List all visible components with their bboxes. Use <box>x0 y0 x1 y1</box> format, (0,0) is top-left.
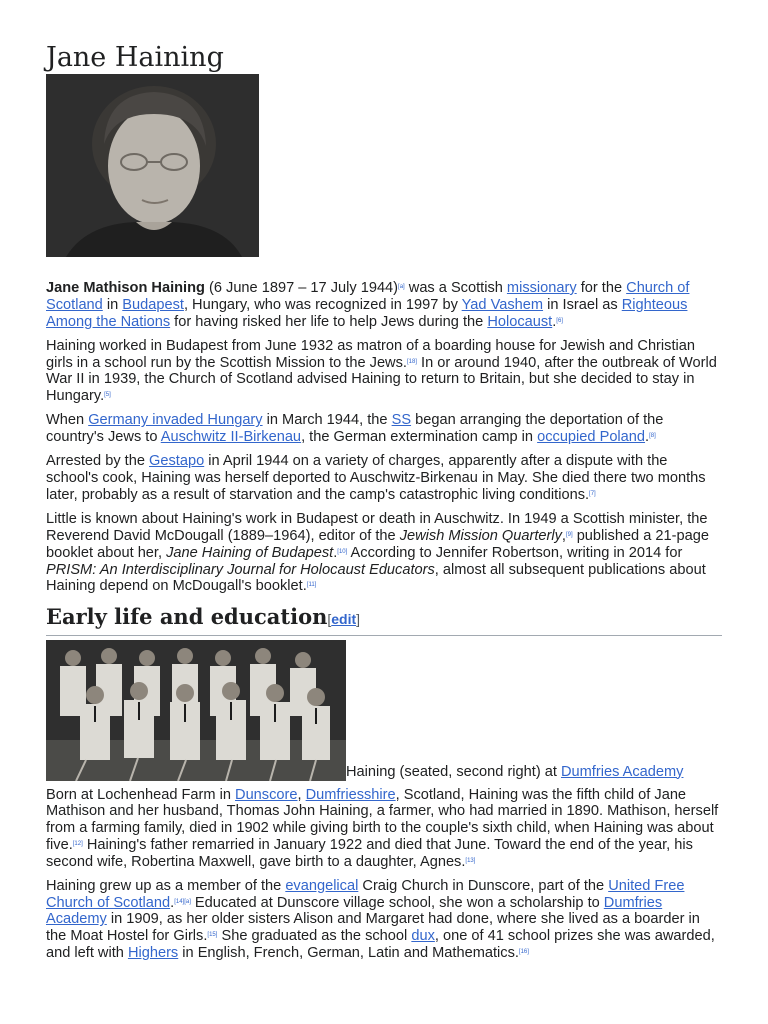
text: in English, French, German, Latin and Mathematics. <box>178 945 519 962</box>
text: . <box>333 544 338 561</box>
text: . <box>552 313 557 330</box>
team-photo[interactable] <box>46 640 346 781</box>
text: Arrested by the <box>46 453 150 470</box>
link-dumfries-academy[interactable]: Dumfries Academy <box>46 894 663 928</box>
citation-ref[interactable]: [8] <box>649 433 656 440</box>
text: She graduated as the school <box>217 928 412 945</box>
text: began arranging the deportation of the country's Jews to <box>46 412 664 446</box>
article <box>46 40 722 969</box>
group-photo-image <box>46 640 346 781</box>
citation-ref[interactable]: [6] <box>556 317 563 324</box>
intro-paragraph-2 <box>46 338 722 405</box>
text: Educated at Dunscore village school, she won a scholarship to <box>190 894 604 911</box>
section-paragraph-2 <box>46 878 722 962</box>
link-holocaust[interactable]: Holocaust <box>487 313 553 330</box>
bracket: ] <box>356 610 361 627</box>
citation-ref[interactable]: [5] <box>104 392 111 399</box>
link-dunscore[interactable]: Dunscore <box>235 786 298 803</box>
publication-title: Jewish Mission Quarterly <box>399 527 562 544</box>
text: According to Jennifer Robertson, writing in 2014 for <box>347 544 683 561</box>
link-gestapo[interactable]: Gestapo <box>149 453 205 470</box>
link-occupied-poland[interactable]: occupied Poland <box>537 429 646 446</box>
link-evangelical[interactable]: evangelical <box>285 877 359 894</box>
text: , <box>297 786 306 803</box>
portrait-photo[interactable] <box>46 74 259 257</box>
citation-ref[interactable]: [10] <box>337 548 348 555</box>
text: in Israel as <box>543 296 622 313</box>
citation-ref[interactable]: [18] <box>406 358 417 365</box>
portrait-image <box>46 74 259 257</box>
text: Haining grew up as a member of the <box>46 877 286 894</box>
citation-ref[interactable]: [14][a] <box>174 898 191 905</box>
intro-paragraph-5 <box>46 511 722 595</box>
link-church-of-scotland[interactable]: Church of Scotland <box>46 280 690 313</box>
text: Haining worked in Budapest from June 1932 as matron of a boarding house for Jewish and Christian girls in a school run by the Scottish Mission to the Jews. <box>46 337 695 371</box>
text: for the <box>576 280 627 296</box>
link-budapest[interactable]: Budapest <box>122 296 184 313</box>
link-auschwitz-birkenau[interactable]: Auschwitz II-Birkenau <box>160 429 302 446</box>
text: Haining's father remarried in January 1922 and died that June. Toward the end of the year, his second wife, Robertina Maxwell, gave birth to a daughter, Agnes. <box>46 836 693 870</box>
link-missionary[interactable]: missionary <box>506 280 577 296</box>
text: . <box>645 429 650 446</box>
text: Haining (seated, second right) at <box>346 763 561 780</box>
section-paragraph-1 <box>46 787 722 871</box>
link-germany-invaded-hungary[interactable]: Germany invaded Hungary <box>88 412 263 429</box>
page-title: Jane Haining <box>46 42 224 73</box>
publication-title: PRISM: An Interdisciplinary Journal for Holocaust Educators <box>46 561 435 578</box>
intro-paragraph-3 <box>46 412 722 446</box>
citation-ref[interactable]: [15] <box>207 932 218 939</box>
citation-ref[interactable]: [11] <box>306 582 317 589</box>
link-dux[interactable]: dux <box>411 928 435 945</box>
text: , Scotland, Haining was the fifth child of Jane Mathison and her husband, Thomas John Haining, a farmer, who had married in 1890. Mathison, herself from a farming family, died in 1902 while giving birth to the couple's sixth child, when Haining was about five. <box>46 786 719 853</box>
text: , <box>561 527 566 544</box>
link-highers[interactable]: Highers <box>127 945 179 962</box>
section-heading-text: Early life and education <box>46 603 328 629</box>
link-righteous-among-the-nations[interactable]: Righteous Among the Nations <box>46 296 688 330</box>
text: , almost all subsequent publications about Haining depend on McDougall's booklet. <box>46 561 706 595</box>
publication-title: Jane Haining of Budapest <box>166 544 334 561</box>
link-dumfriesshire[interactable]: Dumfriesshire <box>305 786 396 803</box>
text: (6 June 1897 – 17 July 1944) <box>204 280 399 296</box>
text: , one of 41 school prizes she was awarded, and left with <box>46 928 715 962</box>
text: Little is known about Haining's work in Budapest or death in Auschwitz. In 1949 a Scottish minister, the Reverend David McDougall (1889–1964), editor of the <box>46 511 708 544</box>
text: In or around 1940, after the outbreak of World War II in 1939, the Church of Scotland advised Haining to return to Britain, but she decided to stay in Hungary. <box>46 354 717 405</box>
citation-ref[interactable]: [7] <box>589 490 596 497</box>
text: Born at Lochenhead Farm in <box>46 786 236 803</box>
text: published a 21-page booklet about her, <box>46 527 709 561</box>
section-heading-early-life <box>46 603 722 636</box>
figure <box>46 640 722 781</box>
text: , the German extermination camp in <box>301 429 538 446</box>
citation-ref[interactable]: [a] <box>398 284 405 290</box>
edit-section <box>327 611 360 627</box>
link-united-free-church-of-scotland[interactable]: United Free Church of Scotland <box>46 877 685 911</box>
text: for having risked her life to help Jews during the <box>170 313 488 330</box>
edit-section-link[interactable]: edit <box>331 610 357 627</box>
text: Craig Church in Dunscore, part of the <box>358 877 609 894</box>
citation-ref[interactable]: [9] <box>565 531 573 538</box>
text: When <box>46 412 89 429</box>
link-ss[interactable]: SS <box>391 412 412 429</box>
intro-paragraph-1 <box>46 280 722 330</box>
link-yad-vashem[interactable]: Yad Vashem <box>461 296 544 313</box>
text: was a Scottish <box>404 280 507 296</box>
citation-ref[interactable]: [16] <box>518 949 529 956</box>
subject-name: Jane Mathison Haining <box>46 280 205 296</box>
text: . <box>170 894 175 911</box>
citation-ref[interactable]: [12] <box>72 840 83 847</box>
text: in April 1944 on a variety of charges, apparently after a dispute with the school's cook, Haining was herself deported to Auschwitz-Birkenau in May. She died there two months later, probably as a result of starvation and the camp's catastrophic living conditions. <box>46 453 706 503</box>
figure-caption <box>346 764 683 781</box>
intro-paragraph-4 <box>46 453 722 503</box>
text: in <box>102 296 123 313</box>
link-dumfries-academy[interactable]: Dumfries Academy <box>560 763 684 780</box>
text: in 1909, as her older sisters Alison and Margaret had done, where she lived as a boarder in the Moat Hostel for Girls. <box>46 911 700 945</box>
text: in March 1944, the <box>262 412 392 429</box>
text: , Hungary, who was recognized in 1997 by <box>183 296 462 313</box>
citation-ref[interactable]: [13] <box>465 857 476 864</box>
bracket: [ <box>327 610 332 627</box>
